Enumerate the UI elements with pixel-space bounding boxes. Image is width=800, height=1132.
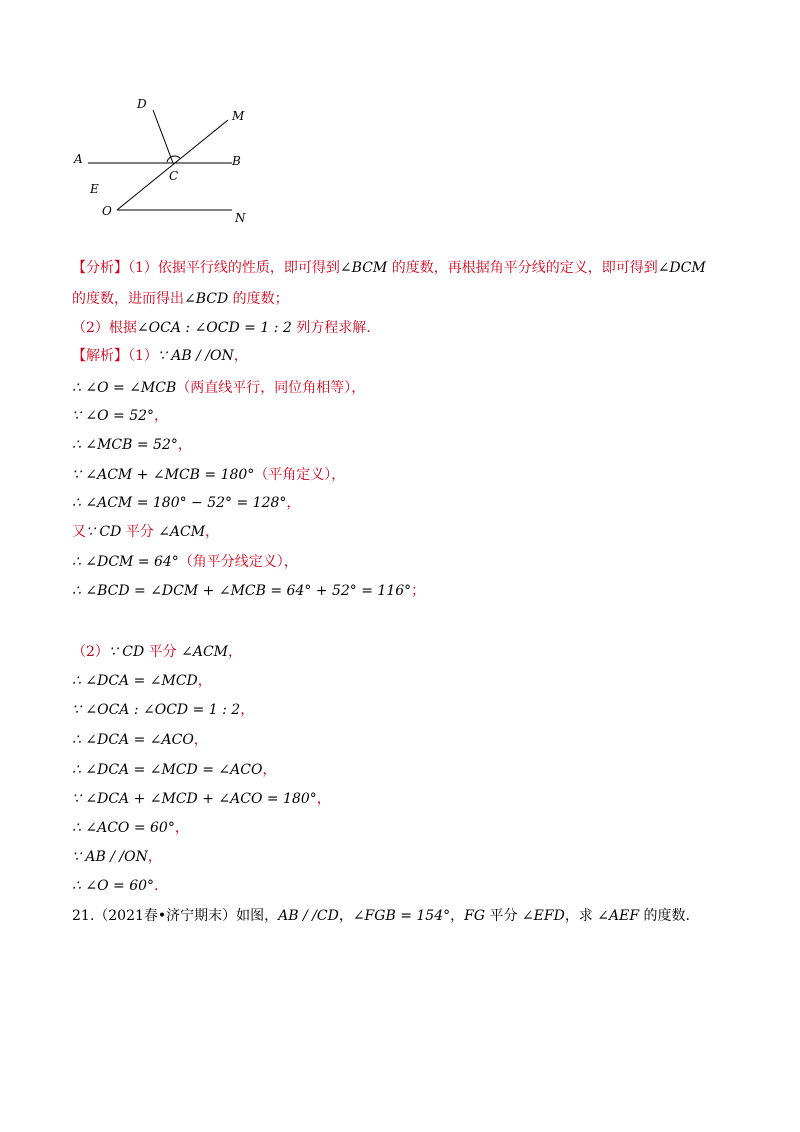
solution-part2-line-7: ∴ ∠ACO = 60°， <box>72 820 189 836</box>
solution-part2-line-1: （2）∵ CD 平分 ∠ACM， <box>72 644 243 660</box>
problem-number: 21. <box>72 908 95 924</box>
solution-part2-line-5: ∴ ∠DCA = ∠MCD = ∠ACO， <box>72 762 277 778</box>
label-n: N <box>235 211 246 225</box>
solution-part2-line-3: ∵ ∠OCA : ∠OCD = 1 : 2， <box>72 702 255 718</box>
label-e: E <box>90 182 99 196</box>
label-a: A <box>74 152 83 166</box>
solution-line-2: ∴ ∠O = ∠MCB（两直线平行，同位角相等）， <box>72 380 366 396</box>
solution-part2-line-4: ∴ ∠DCA = ∠ACO， <box>72 732 208 748</box>
solution-line-4: ∴ ∠MCB = 52°， <box>72 437 192 453</box>
solution-part2-line-6: ∵ ∠DCA + ∠MCD + ∠ACO = 180°， <box>72 791 331 807</box>
analysis-line-1: 【分析】（1）依据平行线的性质，即可得到∠BCM 的度数，再根据角平分线的定义，即可得到∠DCM <box>72 260 706 276</box>
solution-line-1: 【解析】（1）∵ AB / /ON， <box>72 348 248 364</box>
solution-line-7: 又∵ CD 平分 ∠ACM， <box>72 524 220 540</box>
solution-tag: 【解析】 <box>72 348 128 364</box>
solution-line-8: ∴ ∠DCM = 64°（角平分线定义）， <box>72 554 298 570</box>
label-d: D <box>137 97 147 111</box>
label-c: C <box>169 169 179 183</box>
analysis-tag: 【分析】 <box>72 260 128 276</box>
solution-part2-line-2: ∴ ∠DCA = ∠MCD， <box>72 673 212 689</box>
solution-line-9: ∴ ∠BCD = ∠DCM + ∠MCB = 64° + 52° = 116°； <box>72 583 426 599</box>
solution-line-3: ∵ ∠O = 52°， <box>72 408 169 424</box>
problem-21: 21.（2021春•济宁期末）如图，AB / /CD，∠FGB = 154°，FG 平分 ∠EFD，求 ∠AEF 的度数. <box>72 908 690 924</box>
label-m: M <box>232 109 245 123</box>
solution-line-6: ∴ ∠ACM = 180° − 52° = 128°， <box>72 495 301 511</box>
ray-cd <box>153 110 173 163</box>
geometry-figure <box>70 92 270 232</box>
analysis-line-3: （2）根据∠OCA : ∠OCD = 1 : 2 列方程求解. <box>72 320 371 336</box>
solution-part2-line-9: ∴ ∠O = 60°． <box>72 878 169 894</box>
line-om <box>117 120 228 210</box>
solution-part2-line-8: ∵ AB / /ON， <box>72 849 162 865</box>
label-o: O <box>102 204 112 218</box>
label-b: B <box>232 154 241 168</box>
analysis-line-2: 的度数，进而得出∠BCD 的度数； <box>72 291 289 307</box>
solution-line-5: ∵ ∠ACM + ∠MCB = 180°（平角定义）， <box>72 467 346 483</box>
